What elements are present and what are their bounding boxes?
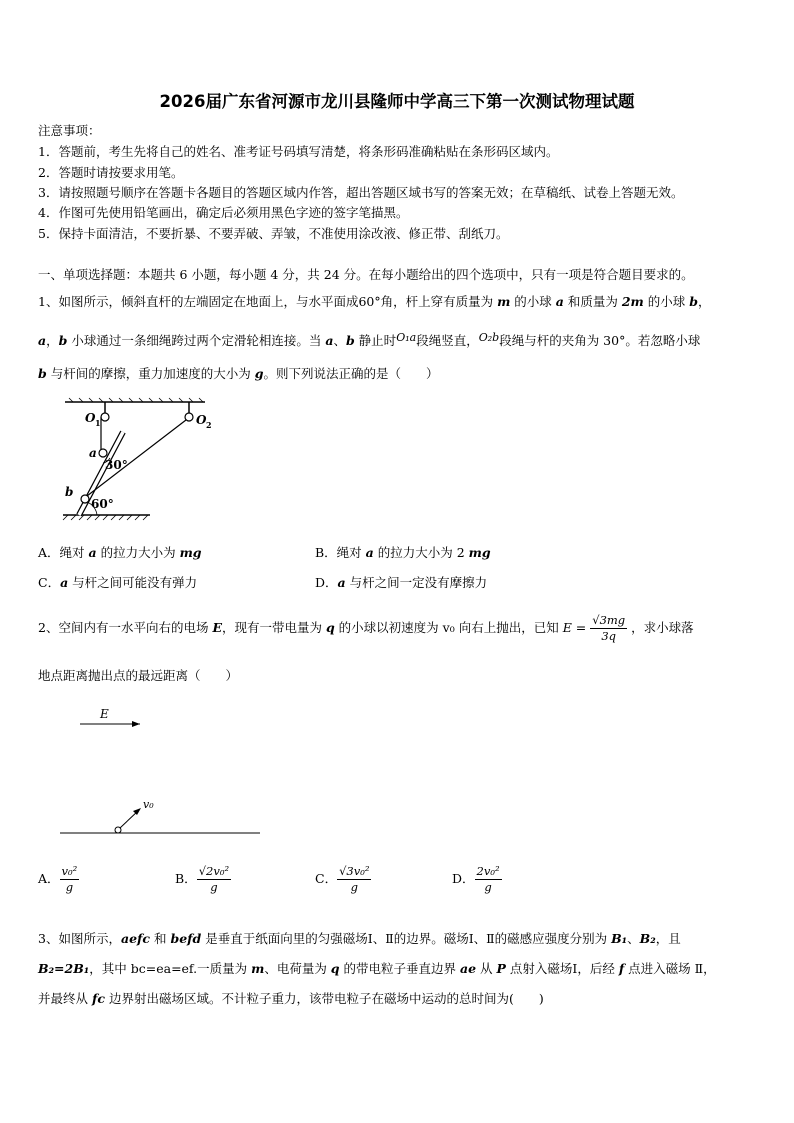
- q3-line1: 3、如图所示，aefc 和 befd 是垂直于纸面向里的匀强磁场Ⅰ、Ⅱ的边界。磁场Ⅰ、Ⅱ的磁感应强度分别为 B₁、B₂，且: [38, 931, 681, 946]
- notice-heading: 注意事项：: [38, 123, 101, 138]
- notice-item: 5．保持卡面清洁，不要折暴、不要弄破、弄皱，不准使用涂改液、修正带、刮纸刀。: [38, 226, 509, 241]
- q1-option-b[interactable]: B．绳对 a 的拉力大小为 2 mg: [315, 545, 491, 560]
- q1-option-d[interactable]: D．a 与杆之间一定没有摩擦力: [315, 575, 488, 590]
- label-angle-30: 30°: [105, 458, 128, 472]
- q2-option-b[interactable]: B． $\frac{\text{√2v₀²}}{g}$: [175, 864, 230, 894]
- label-field-e: E: [100, 707, 109, 721]
- label-b: b: [65, 485, 74, 499]
- pulley-o1-icon: [101, 413, 109, 421]
- label-o1-sub: 1: [95, 418, 101, 428]
- q1-line3: b 与杆间的摩擦，重力加速度的大小为 g。则下列说法正确的是（ ）: [38, 366, 439, 381]
- notice-item: 3．请按照题号顺序在答题卡各题目的答题区域内作答，超出答题区域书写的答案无效；在草稿纸、试卷上答题无效。: [38, 185, 684, 200]
- notice-item: 4．作图可先使用铅笔画出，确定后必须用黑色字迹的签字笔描黑。: [38, 205, 409, 220]
- label-angle-60: 60°: [91, 497, 114, 511]
- notice-item: 1．答题前，考生先将自己的姓名、准考证号码填写清楚，将条形码准确粘贴在条形码区域内。: [38, 144, 559, 159]
- q2-option-a[interactable]: A． $\frac{\text{v₀²}}{g}$: [38, 864, 78, 894]
- q1-option-c[interactable]: C．a 与杆之间可能没有弹力: [38, 575, 198, 590]
- q2-formula: $\frac{√3mg}{3q}$: [592, 613, 626, 643]
- q1-figure: [55, 392, 225, 522]
- pulley-o2-icon: [185, 413, 193, 421]
- q1-line1: 1、如图所示，倾斜直杆的左端固定在地面上，与水平面成60°角，杆上穿有质量为 m 的小球 a 和质量为 2m 的小球 b，: [38, 294, 711, 309]
- page-title: 2026届广东省河源市龙川县隆师中学高三下第一次测试物理试题: [159, 92, 635, 111]
- q2-figure: [55, 700, 265, 840]
- q2-option-c[interactable]: C． $\frac{\text{√3v₀²}}{g}$: [315, 864, 370, 894]
- label-a: a: [89, 446, 97, 460]
- ball-a-icon: [99, 449, 107, 457]
- label-o2-sub: 2: [206, 420, 212, 430]
- q2-line1: 2、空间内有一水平向右的电场 E，现有一带电量为 q 的小球以初速度为 v₀ 向右上抛出，已知 E = $\frac{√3mg}{3q}$ ，求小球落: [38, 613, 694, 643]
- q1-line2: a，b 小球通过一条细绳跨过两个定滑轮相连接。当 a、b 静止时O₁a段绳竖直，O₂b段绳与杆的夹角为 30°。若忽略小球: [38, 331, 701, 348]
- q1-option-a[interactable]: A．绳对 a 的拉力大小为 mg: [38, 545, 202, 560]
- q3-line3: 并最终从 fc 边界射出磁场区域。不计粒子重力，该带电粒子在磁场中运动的总时间为( ): [38, 991, 544, 1006]
- q3-line2: B₂=2B₁，其中 bc=ea=ef.一质量为 m、电荷量为 q 的带电粒子垂直边界 ae 从 P 点射入磁场Ⅰ，后经 f 点进入磁场 Ⅱ，: [38, 961, 716, 976]
- section-heading: 一、单项选择题：本题共 6 小题，每小题 4 分，共 24 分。在每小题给出的四个选项中，只有一项是符合题目要求的。: [38, 267, 694, 282]
- notice-item: 2．答题时请按要求用笔。: [38, 165, 184, 180]
- label-o1: O: [85, 411, 96, 425]
- q2-option-d[interactable]: D． $\frac{\text{2v₀²}}{g}$: [452, 864, 500, 894]
- label-o2: O: [196, 413, 207, 427]
- q2-line2: 地点距离抛出点的最远距离（ ）: [38, 668, 239, 683]
- label-v0: v₀: [143, 798, 154, 811]
- ball-b-icon: [81, 495, 89, 503]
